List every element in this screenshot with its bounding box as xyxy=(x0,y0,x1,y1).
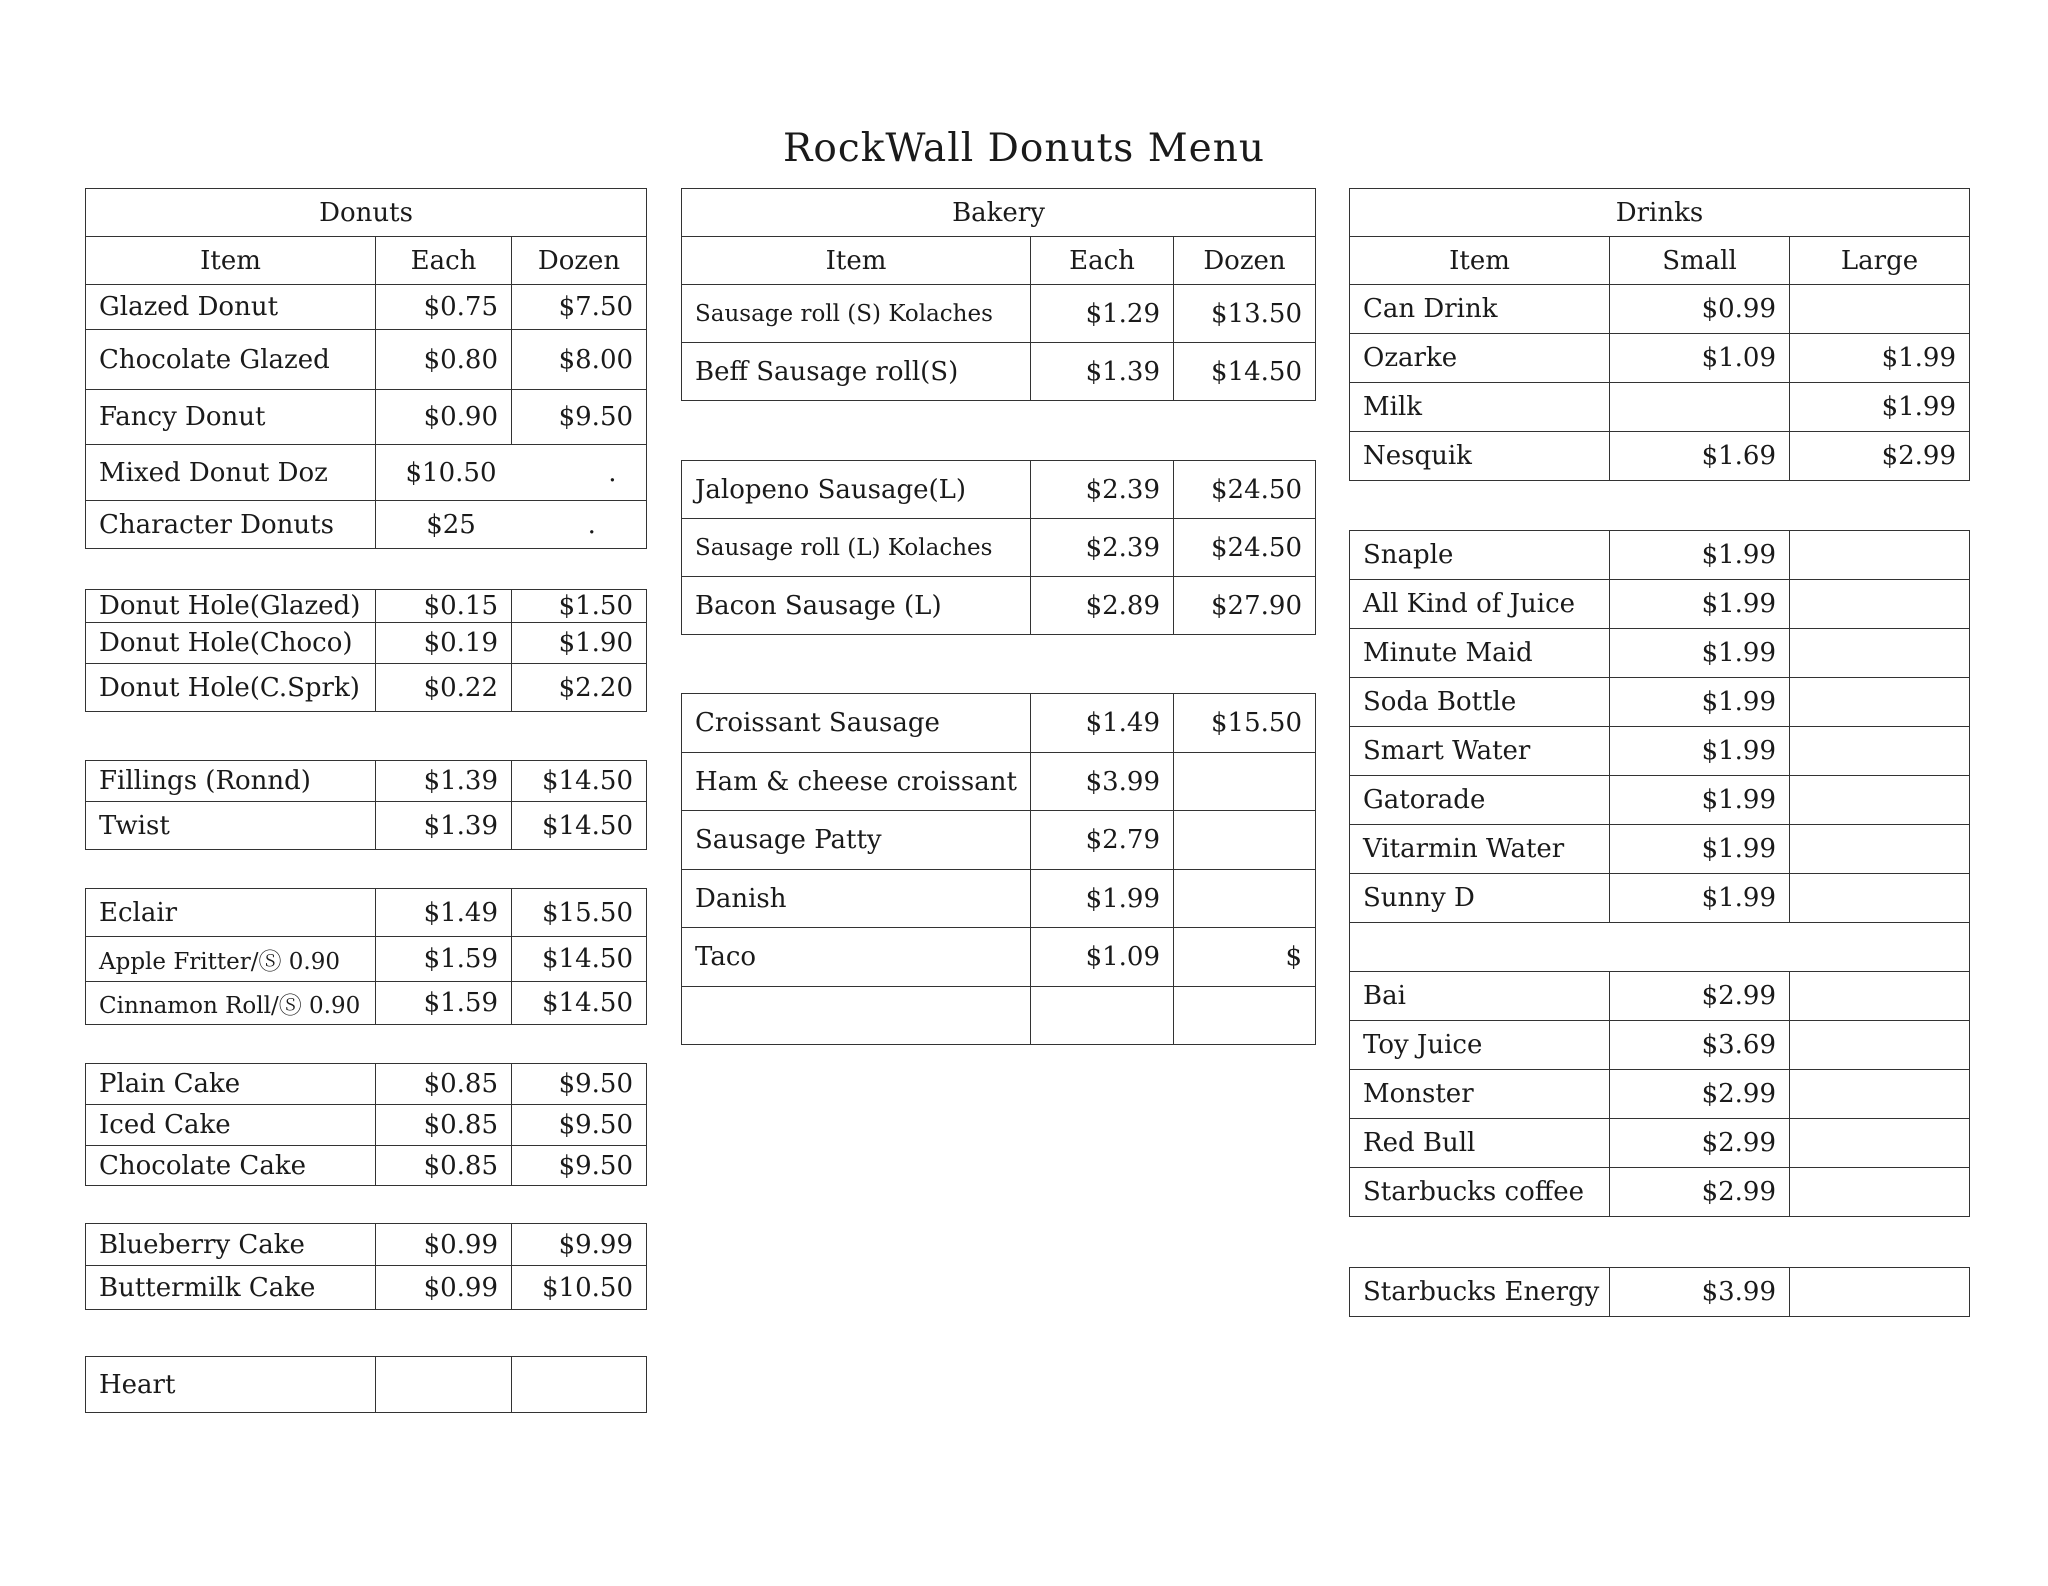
table-row xyxy=(86,623,647,664)
price-merged xyxy=(376,445,647,501)
table-row xyxy=(86,501,647,549)
price-dozen xyxy=(1174,987,1316,1045)
table-row xyxy=(86,889,647,937)
table-row xyxy=(86,1105,647,1146)
table-row xyxy=(86,1064,647,1105)
price-dozen: $9.50 xyxy=(512,390,647,445)
item-name xyxy=(682,987,1031,1045)
price-dozen: $14.50 xyxy=(512,937,647,982)
price-large xyxy=(1790,1168,1970,1217)
price-large xyxy=(1790,874,1970,923)
price-dozen: $9.99 xyxy=(512,1224,647,1266)
table-row xyxy=(1350,727,1970,776)
table-row xyxy=(86,590,647,623)
item-name: Cinnamon Roll/Ⓢ 0.90 xyxy=(86,982,376,1025)
price-each: $0.19 xyxy=(376,623,512,664)
price-dozen: $15.50 xyxy=(512,889,647,937)
price-large xyxy=(1790,629,1970,678)
price-small: $2.99 xyxy=(1610,1168,1790,1217)
table-row xyxy=(682,694,1316,753)
item-name: Donut Hole(Choco) xyxy=(86,623,376,664)
column-header-item: Item xyxy=(1350,237,1610,285)
table-row xyxy=(1350,383,1970,432)
price-each xyxy=(376,1357,512,1413)
column-header-each: Each xyxy=(1031,237,1174,285)
price-small: $1.99 xyxy=(1610,727,1790,776)
price-large xyxy=(1790,1119,1970,1168)
price-each: $1.39 xyxy=(376,761,512,802)
item-name: Nesquik xyxy=(1350,432,1610,481)
item-name: Snaple xyxy=(1350,531,1610,580)
item-name: Soda Bottle xyxy=(1350,678,1610,727)
item-name: Croissant Sausage xyxy=(682,694,1031,753)
price-each: $0.22 xyxy=(376,664,512,712)
price-small: $1.69 xyxy=(1610,432,1790,481)
column-header-item: Item xyxy=(682,237,1031,285)
price-each: $1.09 xyxy=(1031,928,1174,987)
price-each: $1.59 xyxy=(376,937,512,982)
table-row xyxy=(1350,972,1970,1021)
table-row xyxy=(1350,1070,1970,1119)
price-large xyxy=(1790,727,1970,776)
table-row xyxy=(1350,531,1970,580)
price-each: $1.49 xyxy=(1031,694,1174,753)
price-small: $1.99 xyxy=(1610,874,1790,923)
price-dozen: $14.50 xyxy=(512,802,647,850)
table-row xyxy=(1350,629,1970,678)
price-small: $1.99 xyxy=(1610,825,1790,874)
column-header-each: Each xyxy=(376,237,512,285)
cake-table xyxy=(85,1063,647,1186)
item-name: Milk xyxy=(1350,383,1610,432)
special-cake-table xyxy=(85,1223,647,1310)
price-each: $1.39 xyxy=(376,802,512,850)
table-row xyxy=(86,937,647,982)
table-row xyxy=(682,870,1316,928)
price-each: $0.90 xyxy=(376,390,512,445)
price-each: $1.29 xyxy=(1031,285,1174,343)
item-name: Buttermilk Cake xyxy=(86,1266,376,1310)
donuts-table xyxy=(85,188,647,549)
price-small: $1.99 xyxy=(1610,776,1790,825)
table-row xyxy=(682,519,1316,577)
table-row xyxy=(1350,1168,1970,1217)
item-name: Ham & cheese croissant xyxy=(682,753,1031,811)
item-name: All Kind of Juice xyxy=(1350,580,1610,629)
price-each: $0.15 xyxy=(376,590,512,623)
table-row xyxy=(682,987,1316,1045)
price-dozen: $14.50 xyxy=(512,982,647,1025)
price-dozen: $9.50 xyxy=(512,1064,647,1105)
price-each: $2.79 xyxy=(1031,811,1174,870)
item-name: Character Donuts xyxy=(86,501,376,549)
table-row xyxy=(86,445,647,501)
price-each xyxy=(1031,987,1174,1045)
table-row xyxy=(86,330,647,390)
item-name: Glazed Donut xyxy=(86,285,376,330)
table-row xyxy=(86,390,647,445)
item-name: Red Bull xyxy=(1350,1119,1610,1168)
croissant-table xyxy=(681,693,1316,1045)
price-dozen xyxy=(1174,753,1316,811)
item-name: Sausage roll (S) Kolaches xyxy=(682,285,1031,343)
price-dozen: $14.50 xyxy=(1174,343,1316,401)
price-dozen: $2.20 xyxy=(512,664,647,712)
item-name: Chocolate Cake xyxy=(86,1146,376,1186)
table-row xyxy=(682,577,1316,635)
item-name: Bai xyxy=(1350,972,1610,1021)
price-large xyxy=(1790,580,1970,629)
table-row xyxy=(682,461,1316,519)
item-name: Toy Juice xyxy=(1350,1021,1610,1070)
price-large xyxy=(1790,531,1970,580)
item-name: Twist xyxy=(86,802,376,850)
price-small: $1.99 xyxy=(1610,629,1790,678)
table-row xyxy=(86,1357,647,1413)
price-small: $3.69 xyxy=(1610,1021,1790,1070)
price-each: $1.39 xyxy=(1031,343,1174,401)
table-row xyxy=(86,802,647,850)
item-name: Smart Water xyxy=(1350,727,1610,776)
fillings-table xyxy=(85,760,647,850)
table-row xyxy=(86,664,647,712)
price-dozen xyxy=(512,1357,647,1413)
price-small: $2.99 xyxy=(1610,972,1790,1021)
price-dot: . xyxy=(587,509,596,540)
item-name: Gatorade xyxy=(1350,776,1610,825)
price-dozen: $24.50 xyxy=(1174,461,1316,519)
price-large xyxy=(1790,825,1970,874)
bakery-table xyxy=(681,188,1316,401)
table-row xyxy=(1350,285,1970,334)
table-row xyxy=(682,343,1316,401)
table-row xyxy=(1350,334,1970,383)
price-each: $0.99 xyxy=(376,1266,512,1310)
price-dozen: $ xyxy=(1174,928,1316,987)
price-each: $3.99 xyxy=(1031,753,1174,811)
price-small: $2.99 xyxy=(1610,1119,1790,1168)
price-large: $1.99 xyxy=(1790,334,1970,383)
item-name: Vitarmin Water xyxy=(1350,825,1610,874)
price-dozen: $24.50 xyxy=(1174,519,1316,577)
price-large xyxy=(1790,1070,1970,1119)
table-row xyxy=(86,1146,647,1186)
price-small xyxy=(1610,383,1790,432)
table-row xyxy=(682,811,1316,870)
item-name: Sausage Patty xyxy=(682,811,1031,870)
item-name: Can Drink xyxy=(1350,285,1610,334)
item-name: Starbucks Energy xyxy=(1350,1268,1610,1317)
heart-table xyxy=(85,1356,647,1413)
price-dozen xyxy=(1174,811,1316,870)
price-small: $1.99 xyxy=(1610,678,1790,727)
item-name: Starbucks coffee xyxy=(1350,1168,1610,1217)
item-name: Heart xyxy=(86,1357,376,1413)
item-name: Minute Maid xyxy=(1350,629,1610,678)
page-title: RockWall Donuts Menu xyxy=(783,126,1265,171)
price-dozen: $13.50 xyxy=(1174,285,1316,343)
price-large xyxy=(1790,972,1970,1021)
table-row xyxy=(86,982,647,1025)
table-row xyxy=(86,761,647,802)
item-name: Fancy Donut xyxy=(86,390,376,445)
item-name: Apple Fritter/Ⓢ 0.90 xyxy=(86,937,376,982)
table-row xyxy=(1350,776,1970,825)
price-each: $2.89 xyxy=(1031,577,1174,635)
spacer-row xyxy=(1350,923,1970,972)
spacer-cell xyxy=(1350,923,1970,972)
item-name: Eclair xyxy=(86,889,376,937)
table-row xyxy=(86,1266,647,1310)
price-each: $1.59 xyxy=(376,982,512,1025)
column-header-dozen: Dozen xyxy=(512,237,647,285)
price-dozen: $15.50 xyxy=(1174,694,1316,753)
price-large xyxy=(1790,776,1970,825)
price-small: $1.99 xyxy=(1610,531,1790,580)
price-dozen: $1.90 xyxy=(512,623,647,664)
item-name: Chocolate Glazed xyxy=(86,330,376,390)
item-name: Taco xyxy=(682,928,1031,987)
item-name: Mixed Donut Doz xyxy=(86,445,376,501)
item-name: Monster xyxy=(1350,1070,1610,1119)
price-dozen: $14.50 xyxy=(512,761,647,802)
price-each: $0.85 xyxy=(376,1146,512,1186)
price-large xyxy=(1790,1268,1970,1317)
item-name: Iced Cake xyxy=(86,1105,376,1146)
price-each: $2.39 xyxy=(1031,519,1174,577)
price-small: $1.09 xyxy=(1610,334,1790,383)
bakery-header: Bakery xyxy=(682,189,1316,237)
table-row xyxy=(1350,580,1970,629)
price-merged xyxy=(376,501,647,549)
price-each: $0.75 xyxy=(376,285,512,330)
price-small: $3.99 xyxy=(1610,1268,1790,1317)
item-name: Fillings (Ronnd) xyxy=(86,761,376,802)
table-row xyxy=(1350,1021,1970,1070)
item-name: Donut Hole(C.Sprk) xyxy=(86,664,376,712)
price-dozen: $27.90 xyxy=(1174,577,1316,635)
price-large xyxy=(1790,285,1970,334)
price-dozen: $8.00 xyxy=(512,330,647,390)
price-dozen xyxy=(1174,870,1316,928)
table-row xyxy=(682,928,1316,987)
price-large xyxy=(1790,678,1970,727)
price-value: $25 xyxy=(426,509,476,540)
price-each: $1.49 xyxy=(376,889,512,937)
table-row xyxy=(86,1224,647,1266)
price-each: $0.80 xyxy=(376,330,512,390)
price-each: $0.85 xyxy=(376,1064,512,1105)
item-name: Blueberry Cake xyxy=(86,1224,376,1266)
item-name: Beff Sausage roll(S) xyxy=(682,343,1031,401)
column-header-item: Item xyxy=(86,237,376,285)
table-row xyxy=(1350,678,1970,727)
item-name: Jalopeno Sausage(L) xyxy=(682,461,1031,519)
price-each: $0.99 xyxy=(376,1224,512,1266)
price-small: $2.99 xyxy=(1610,1070,1790,1119)
price-large: $1.99 xyxy=(1790,383,1970,432)
item-name: Plain Cake xyxy=(86,1064,376,1105)
table-row xyxy=(682,285,1316,343)
column-header-dozen: Dozen xyxy=(1174,237,1316,285)
item-name: Danish xyxy=(682,870,1031,928)
price-dozen: $1.50 xyxy=(512,590,647,623)
sausage-table xyxy=(681,460,1316,635)
table-row xyxy=(1350,432,1970,481)
price-dozen: $9.50 xyxy=(512,1105,647,1146)
pastry-table xyxy=(85,888,647,1025)
item-name: Sausage roll (L) Kolaches xyxy=(682,519,1031,577)
table-row xyxy=(86,285,647,330)
price-each: $0.85 xyxy=(376,1105,512,1146)
donut-holes-table xyxy=(85,589,647,712)
drinks-header: Drinks xyxy=(1350,189,1970,237)
item-name: Ozarke xyxy=(1350,334,1610,383)
price-large xyxy=(1790,1021,1970,1070)
table-row xyxy=(1350,825,1970,874)
item-name: Sunny D xyxy=(1350,874,1610,923)
price-dozen: $10.50 xyxy=(512,1266,647,1310)
item-name: Bacon Sausage (L) xyxy=(682,577,1031,635)
price-small: $1.99 xyxy=(1610,580,1790,629)
table-row xyxy=(1350,1119,1970,1168)
price-value: $10.50 xyxy=(405,457,497,488)
price-dozen: $7.50 xyxy=(512,285,647,330)
table-row xyxy=(1350,874,1970,923)
price-small: $0.99 xyxy=(1610,285,1790,334)
bottled-drinks-table xyxy=(1349,530,1970,1217)
price-large: $2.99 xyxy=(1790,432,1970,481)
price-dot: . xyxy=(608,457,617,488)
price-each: $1.99 xyxy=(1031,870,1174,928)
price-each: $2.39 xyxy=(1031,461,1174,519)
table-row xyxy=(682,753,1316,811)
donuts-header: Donuts xyxy=(86,189,647,237)
price-dozen: $9.50 xyxy=(512,1146,647,1186)
item-name: Donut Hole(Glazed) xyxy=(86,590,376,623)
table-row xyxy=(1350,1268,1970,1317)
drinks-table xyxy=(1349,188,1970,481)
energy-drinks-table xyxy=(1349,1267,1970,1317)
column-header-large: Large xyxy=(1790,237,1970,285)
column-header-small: Small xyxy=(1610,237,1790,285)
